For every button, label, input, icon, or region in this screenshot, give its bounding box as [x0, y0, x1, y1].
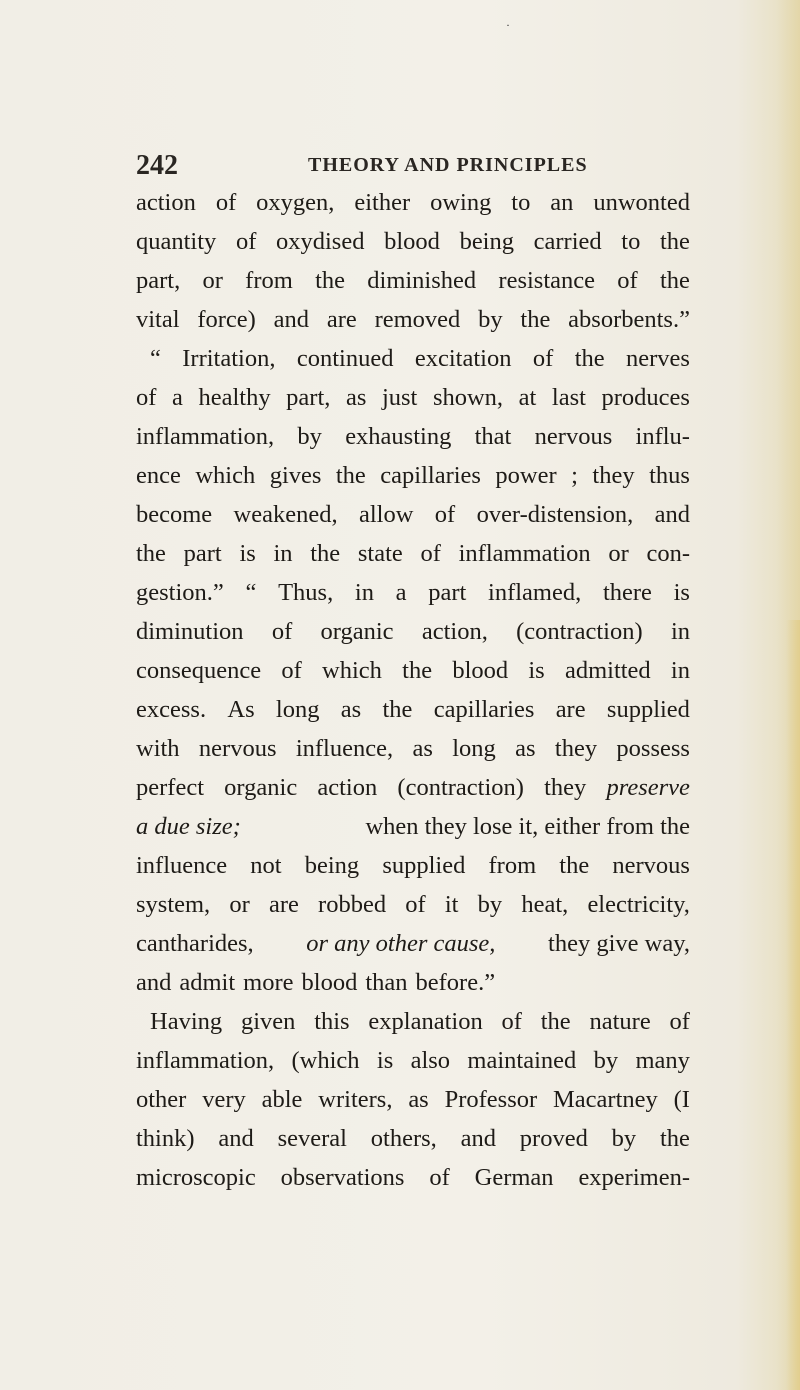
word: as — [408, 1086, 429, 1113]
word: before.” — [415, 969, 496, 996]
word: produces — [601, 384, 690, 411]
word: of — [271, 618, 293, 645]
word: nervous — [612, 852, 690, 879]
word: Thus, — [278, 579, 334, 606]
word: inflammation — [458, 540, 591, 567]
text-line — [136, 183, 690, 222]
word: thus — [649, 462, 690, 489]
word: to — [621, 228, 641, 255]
word: also — [410, 1047, 451, 1074]
word: proved — [519, 1125, 588, 1152]
text-line — [136, 846, 690, 885]
word: the — [315, 267, 345, 294]
word: As — [227, 696, 255, 723]
word: experimen- — [578, 1164, 690, 1191]
word: more — [243, 969, 294, 996]
word: other — [136, 1086, 187, 1113]
word: admit — [179, 969, 236, 996]
text-line — [136, 690, 690, 729]
word: a — [395, 579, 407, 606]
word: which — [322, 657, 382, 684]
text-line — [136, 1158, 690, 1197]
word: in — [354, 579, 374, 606]
word: and — [136, 969, 172, 996]
text-line — [136, 963, 690, 1002]
word: by — [477, 891, 503, 918]
word: to — [511, 189, 531, 216]
word: organic — [224, 774, 298, 801]
word: with — [136, 735, 180, 762]
word: organic — [320, 618, 394, 645]
word: capillaries — [380, 462, 481, 489]
word: maintained — [467, 1047, 577, 1074]
word: of — [281, 657, 302, 684]
word: just — [381, 384, 418, 411]
word: over-distension, — [476, 501, 634, 528]
word: blood — [452, 657, 509, 684]
word: is — [376, 1047, 394, 1074]
word: the — [382, 696, 413, 723]
word: by — [478, 306, 503, 333]
word: state — [357, 540, 403, 567]
word: inflammation, — [136, 423, 275, 450]
text-line — [136, 495, 690, 534]
word: are — [555, 696, 586, 723]
word: from — [245, 267, 293, 294]
word: able — [261, 1086, 303, 1113]
word: nerves — [626, 345, 690, 372]
word: excitation — [414, 345, 512, 372]
word: robbed — [318, 891, 387, 918]
word: “ — [245, 579, 257, 606]
word: of — [235, 228, 257, 255]
word: shown, — [432, 384, 504, 411]
ink-speck: · — [506, 18, 510, 32]
word: last — [551, 384, 586, 411]
italic-phrase: preserve — [606, 774, 690, 801]
word: they — [544, 774, 587, 801]
word: Having — [150, 1008, 223, 1035]
text-line — [136, 222, 690, 261]
text-line — [136, 339, 690, 378]
word: gives — [269, 462, 322, 489]
word: which — [195, 462, 256, 489]
word: the — [660, 1125, 690, 1152]
word: resistance — [498, 267, 596, 294]
word: weakened, — [233, 501, 338, 528]
word: Macartney — [553, 1086, 658, 1113]
word: or — [229, 891, 250, 918]
word: the — [402, 657, 433, 684]
word: vital — [136, 306, 180, 333]
word: (which — [291, 1047, 360, 1074]
word: by — [593, 1047, 619, 1074]
word: they — [554, 735, 598, 762]
word: supplied — [606, 696, 690, 723]
word: blood — [301, 969, 358, 996]
word: supplied — [382, 852, 466, 879]
word: nervous — [198, 735, 277, 762]
word: in — [670, 618, 690, 645]
word: of — [420, 540, 441, 567]
word: think) — [136, 1125, 195, 1152]
word: microscopic — [136, 1164, 256, 1191]
word: as — [340, 696, 362, 723]
word: the — [540, 1008, 571, 1035]
word: inflammation, — [136, 1047, 275, 1074]
word: of — [405, 891, 426, 918]
word: of — [429, 1164, 450, 1191]
word: action, — [421, 618, 488, 645]
word: become — [136, 501, 213, 528]
word: (contraction) — [397, 774, 524, 801]
word: (I — [673, 1086, 690, 1113]
text-line — [136, 729, 690, 768]
word: being — [459, 228, 514, 255]
word: the — [335, 462, 366, 489]
word: inflamed, — [488, 579, 582, 606]
word: of — [617, 267, 638, 294]
page-header — [136, 150, 696, 180]
word: of — [669, 1008, 690, 1035]
text-line — [136, 456, 690, 495]
word: part, — [136, 267, 181, 294]
word: the — [559, 852, 590, 879]
text-line — [136, 417, 690, 456]
italic-phrase: or any other cause, — [306, 930, 496, 957]
word: long — [452, 735, 496, 762]
word: influence — [136, 852, 228, 879]
word: long — [275, 696, 320, 723]
word: by — [297, 423, 322, 450]
word: and — [218, 1125, 254, 1152]
text-line — [136, 1041, 690, 1080]
text-line — [136, 1002, 690, 1041]
word: others, — [370, 1125, 437, 1152]
word: exhausting — [345, 423, 452, 450]
word: many — [635, 1047, 690, 1074]
word: of — [215, 189, 237, 216]
text-line — [136, 1080, 690, 1119]
word: German — [474, 1164, 554, 1191]
word: force) — [197, 306, 256, 333]
word: allow — [358, 501, 414, 528]
word: or — [608, 540, 629, 567]
word: in — [273, 540, 293, 567]
word: oxydised — [276, 228, 365, 255]
word: either — [354, 189, 411, 216]
word: and — [273, 306, 310, 333]
word: several — [277, 1125, 347, 1152]
text-line — [136, 300, 690, 339]
word: this — [314, 1008, 350, 1035]
word: as — [345, 384, 367, 411]
text-line — [136, 534, 690, 573]
word: action — [136, 189, 196, 216]
word: carried — [533, 228, 602, 255]
word: oxygen, — [256, 189, 335, 216]
word: are — [268, 891, 299, 918]
word: quantity — [136, 228, 217, 255]
word: unwonted — [593, 189, 690, 216]
word: part — [428, 579, 467, 606]
text-line — [136, 651, 690, 690]
text-line-start: cantharides, — [136, 930, 254, 957]
word: there — [602, 579, 652, 606]
italic-phrase: a due size; — [136, 813, 241, 840]
word: consequence — [136, 657, 262, 684]
word: a — [172, 384, 183, 411]
word: healthy — [198, 384, 271, 411]
word: is — [528, 657, 545, 684]
word: blood — [384, 228, 440, 255]
word: the — [520, 306, 551, 333]
word: nature — [589, 1008, 651, 1035]
word: continued — [296, 345, 394, 372]
word: (contraction) — [516, 618, 643, 645]
word: diminution — [136, 618, 244, 645]
word: electricity, — [587, 891, 690, 918]
page-edge-discoloration — [786, 620, 800, 1390]
word: very — [202, 1086, 246, 1113]
word: the — [659, 267, 690, 294]
word: absorbents.” — [568, 306, 690, 333]
word: or — [202, 267, 223, 294]
word: capillaries — [433, 696, 535, 723]
word: they — [592, 462, 635, 489]
word: influence, — [295, 735, 394, 762]
word: part — [183, 540, 222, 567]
word: as — [412, 735, 433, 762]
word: given — [240, 1008, 296, 1035]
word: action — [317, 774, 378, 801]
word: perfect — [136, 774, 204, 801]
word: the — [310, 540, 341, 567]
word: being — [304, 852, 360, 879]
word: possess — [616, 735, 690, 762]
word: not — [250, 852, 282, 879]
body-text — [136, 183, 690, 1197]
word: the — [574, 345, 605, 372]
text-line — [136, 261, 690, 300]
word: explanation — [368, 1008, 483, 1035]
word: the — [659, 228, 690, 255]
text-line — [136, 885, 690, 924]
word: and — [654, 501, 690, 528]
word: of — [434, 501, 456, 528]
text-line — [136, 378, 690, 417]
text-line — [136, 924, 690, 963]
word: gestion.” — [136, 579, 224, 606]
word: in — [670, 657, 690, 684]
text-line — [136, 1119, 690, 1158]
word: from — [488, 852, 537, 879]
word: “ — [150, 345, 161, 372]
text-line-end: they give way, — [548, 930, 690, 957]
word: observations — [280, 1164, 405, 1191]
word: owing — [430, 189, 492, 216]
word: by — [611, 1125, 637, 1152]
word: is — [673, 579, 690, 606]
word: Irritation, — [182, 345, 276, 372]
word: system, — [136, 891, 211, 918]
word: the — [136, 540, 166, 567]
word: and — [460, 1125, 496, 1152]
word: diminished — [367, 267, 477, 294]
word: it — [444, 891, 459, 918]
word: influ- — [635, 423, 690, 450]
word: ence — [136, 462, 181, 489]
word: con- — [646, 540, 690, 567]
word: part, — [286, 384, 331, 411]
word: are — [326, 306, 357, 333]
text-line-rest: when they lose it, either from the — [365, 813, 690, 840]
word: of — [532, 345, 554, 372]
word: an — [550, 189, 574, 216]
page-number: 242 — [136, 150, 178, 181]
word: is — [239, 540, 256, 567]
text-line — [136, 573, 690, 612]
text-line — [136, 807, 690, 846]
word: admitted — [564, 657, 651, 684]
text-line — [136, 768, 690, 807]
word: ; — [571, 462, 578, 489]
word: that — [474, 423, 512, 450]
word: than — [365, 969, 408, 996]
word: of — [136, 384, 157, 411]
word: writers, — [318, 1086, 393, 1113]
running-title: THEORY AND PRINCIPLES — [308, 154, 588, 176]
word: at — [518, 384, 537, 411]
word: power — [495, 462, 557, 489]
word: nervous — [534, 423, 613, 450]
word: Professor — [444, 1086, 538, 1113]
word: excess. — [136, 696, 207, 723]
word: removed — [374, 306, 461, 333]
word: as — [515, 735, 536, 762]
word: heat, — [521, 891, 569, 918]
word: of — [501, 1008, 522, 1035]
text-line — [136, 612, 690, 651]
